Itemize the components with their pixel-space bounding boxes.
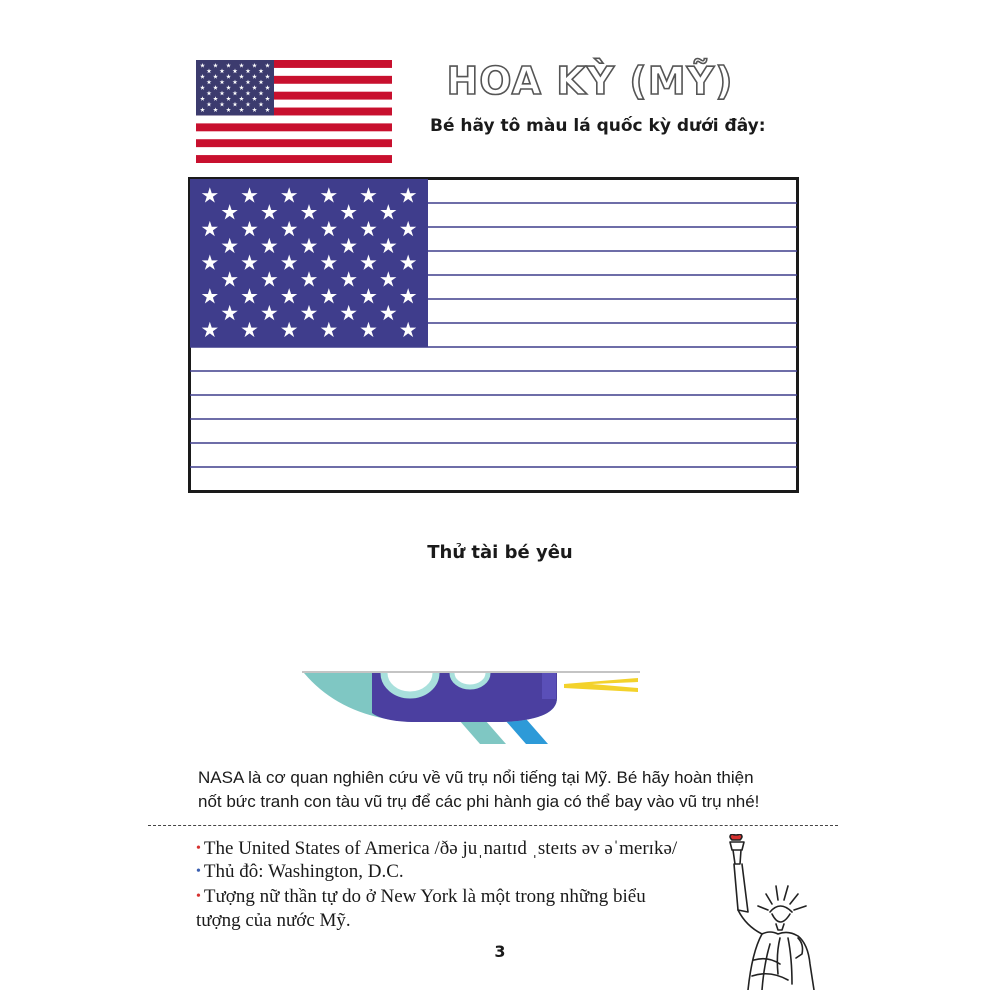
us-flag-icon [196,60,392,163]
rocket-band [542,673,556,699]
page-title [430,54,750,104]
dashed-divider [148,825,838,826]
rocket-flame [564,678,638,692]
fact-item [196,861,404,883]
rocket-illustration [302,668,640,748]
flag-stripe [196,131,392,139]
page-number: 3 [494,942,506,961]
statue-of-liberty-icon [718,834,830,990]
flag-stripe [196,155,392,163]
flag-stripe [196,139,392,147]
flag-stripe [196,147,392,155]
flag-canton [196,60,274,115]
fact-item [196,886,646,908]
activity-paragraph-line2: nốt bức tranh con tàu vũ trụ để các phi hành gia có thể bay vào vũ trụ nhé! [198,792,760,811]
bullet-dot: • [196,864,201,879]
coloring-flag [188,177,799,493]
rocket-window-right [452,673,488,687]
activity-paragraph-line1: NASA là cơ quan nghiên cứu về vũ trụ nổi tiếng tại Mỹ. Bé hãy hoàn thiện [198,768,754,787]
flag-stripe [196,123,392,131]
fact-text: Tượng nữ thần tự do ở New York là một trong những biểu [203,886,646,907]
coloring-instruction: Bé hãy tô màu lá quốc kỳ dưới đây: [430,116,766,136]
activity-heading: Thử tài bé yêu [427,542,573,563]
fact-text: Thủ đô: Washington, D.C. [203,861,404,882]
page-title-text: HOA KỲ (MỸ) [446,59,734,103]
fact-item [196,838,677,860]
rocket-window-left [384,673,436,695]
bullet-dot: • [196,889,201,904]
flag-stripe [196,115,392,123]
fact-text: The United States of America /ðə juˌnaɪtɪd ˌsteɪts əv əˈmerɪkə/ [203,838,678,859]
bullet-dot: • [196,841,201,856]
fact-continuation: tượng của nước Mỹ. [196,910,351,931]
